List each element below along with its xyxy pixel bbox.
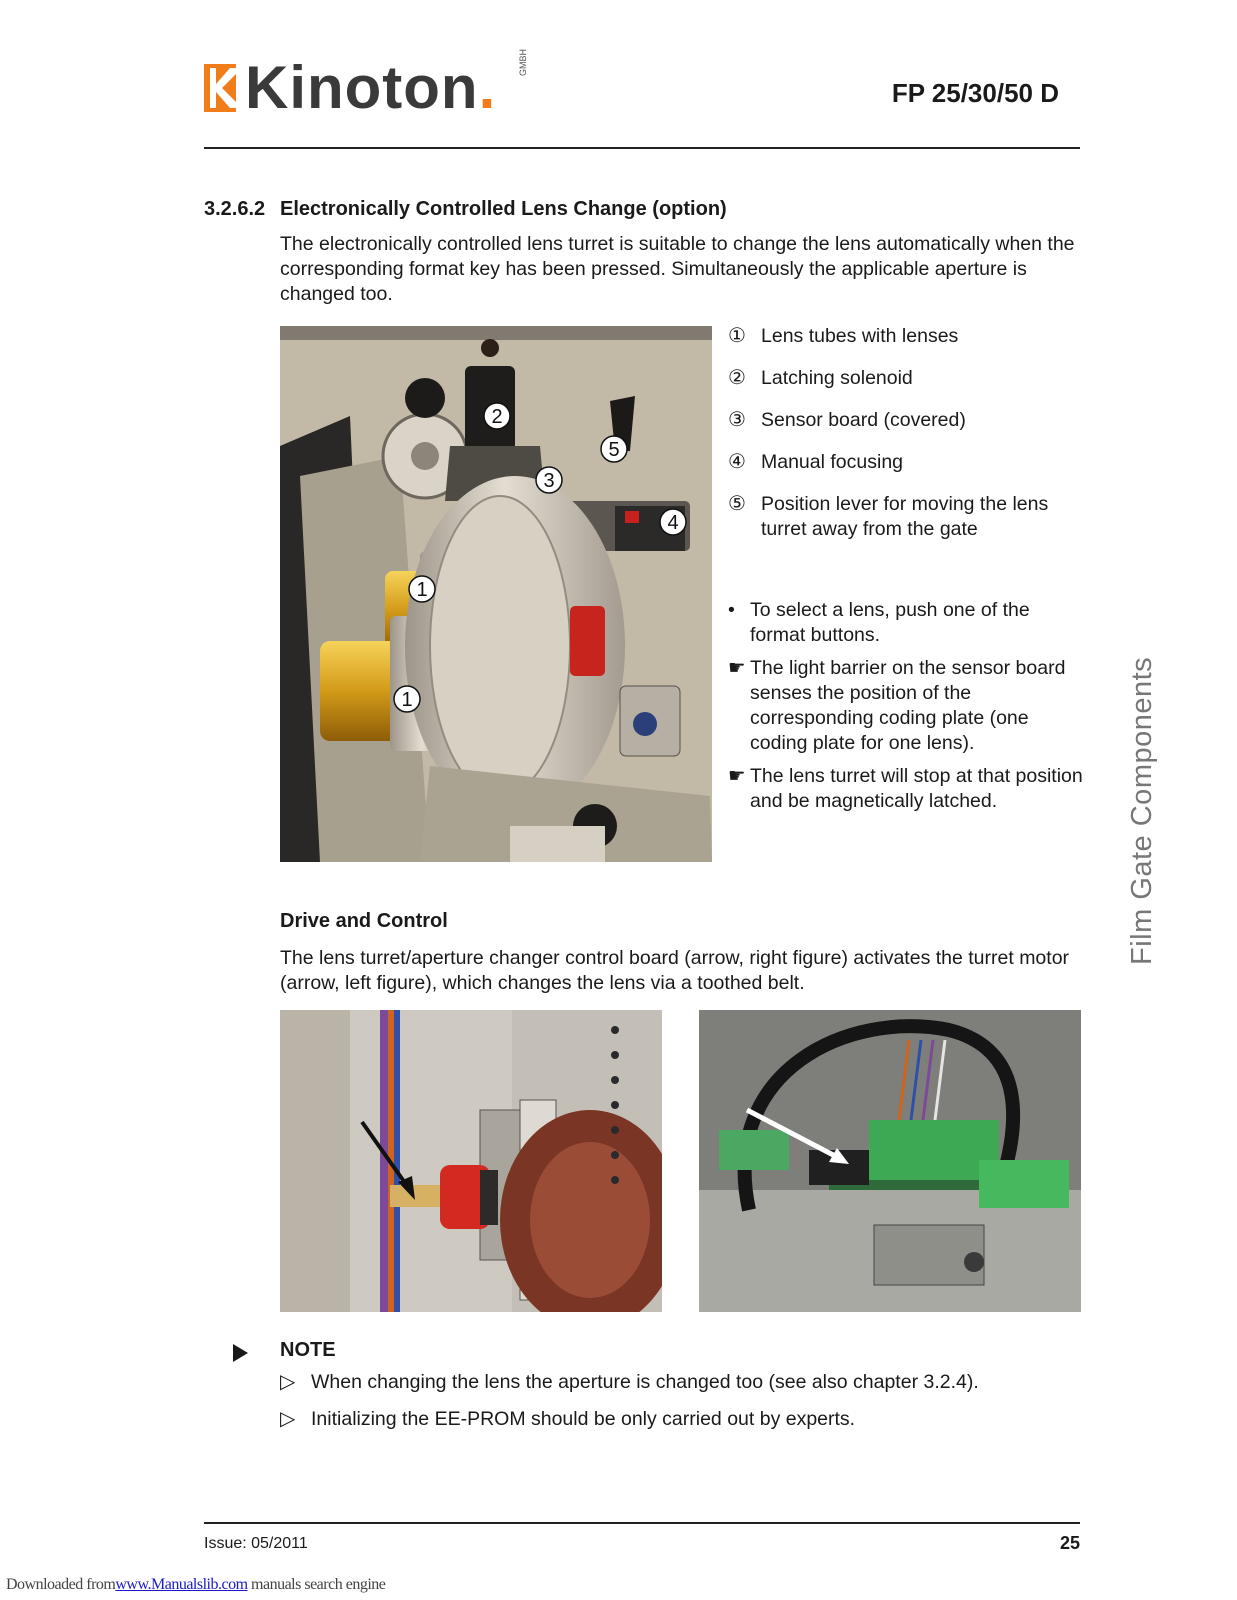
issue-date: Issue: 05/2011	[204, 1535, 308, 1552]
svg-text:3: 3	[543, 470, 555, 492]
svg-text:1: 1	[416, 579, 428, 601]
logo-wordmark: Kinoton.	[245, 54, 497, 121]
manualslib-link[interactable]: www.Manualslib.com	[115, 1576, 248, 1593]
instruction-result: ☛ The lens turret will stop at that position and be magnetically latched.	[728, 765, 1083, 812]
legend-item-1: ① Lens tubes with lenses	[728, 325, 959, 347]
note-arrow-icon	[233, 1344, 248, 1362]
logo-gmbh: GMBH	[518, 49, 528, 76]
section-intro: The electronically controlled lens turret is suitable to change the lens automatically when the corresponding format key has been pressed. Simultaneously the applicable aperture is changed too.	[280, 233, 1075, 305]
page-number: 25	[1059, 1533, 1080, 1553]
legend-item-5: ⑤ Position lever for moving the lens turret away from the gate	[728, 493, 1049, 540]
subsection-heading: Drive and Control	[280, 910, 448, 932]
lens-turret-photo	[280, 326, 712, 862]
svg-text:1: 1	[401, 689, 413, 711]
kinoton-logo-icon	[204, 64, 236, 112]
turret-motor-photo	[280, 1010, 662, 1312]
svg-text:2: 2	[491, 406, 503, 428]
legend-item-4: ④ Manual focusing	[728, 451, 904, 473]
figure-legend	[728, 324, 1088, 559]
footer-divider	[204, 1522, 1080, 1524]
note-item: ▷ When changing the lens the aperture is changed too (see also chapter 3.2.4).	[280, 1371, 979, 1393]
control-board-photo	[699, 1010, 1081, 1312]
svg-text:4: 4	[667, 512, 679, 534]
download-credit: Downloaded fromwww.Manualslib.com manuals search engine	[6, 1576, 386, 1593]
header-divider	[204, 147, 1080, 149]
instruction-list	[728, 598, 1088, 822]
chapter-side-tab: Film Gate Components	[1126, 656, 1158, 965]
note-list	[280, 1370, 1100, 1444]
note-item: ▷ Initializing the EE-PROM should be only carried out by experts.	[280, 1408, 856, 1430]
legend-item-3: ③ Sensor board (covered)	[728, 409, 966, 431]
instruction-result: ☛ The light barrier on the sensor board senses the position of the corresponding coding plate (one coding plate for one lens).	[728, 657, 1066, 754]
subsection-text: The lens turret/aperture changer control board (arrow, right figure) activates the turret motor (arrow, left figure), which changes the lens via a toothed belt.	[280, 947, 1070, 994]
instruction-step: • To select a lens, push one of the format buttons.	[728, 599, 1030, 646]
legend-item-2: ② Latching solenoid	[728, 367, 913, 389]
model-title: FP 25/30/50 D	[891, 78, 1059, 108]
note-heading: NOTE	[280, 1339, 336, 1361]
section-heading: 3.2.6.2 Electronically Controlled Lens Change (option)	[204, 198, 727, 220]
svg-text:5: 5	[608, 439, 620, 461]
